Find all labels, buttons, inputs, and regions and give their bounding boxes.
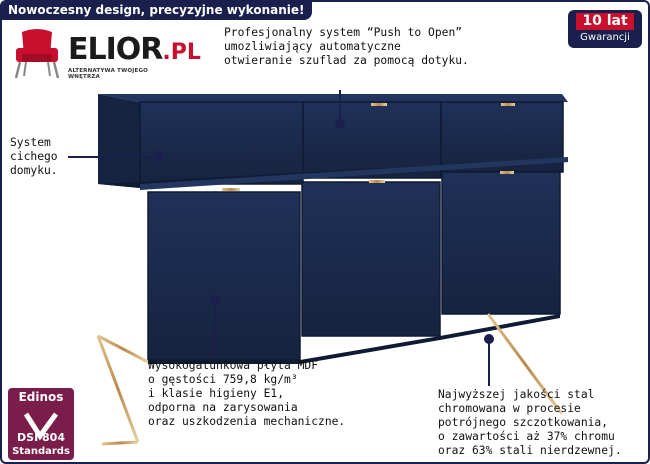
leader-line: [68, 156, 158, 158]
warranty-label: Gwarancji: [580, 32, 630, 43]
callout-silent-close: System cichego domyku.: [10, 136, 58, 177]
handle: [369, 180, 385, 183]
callout-mdf: Wysokogatunkowa płyta MDF o gęstości 759,8 kg/m³ i klasie higieny E1, odporna na zarysowania oraz uszkodzenia mechaniczne.: [148, 359, 346, 428]
handle: [501, 103, 515, 106]
warranty-years: 10 lat: [576, 13, 633, 30]
leader-line: [488, 340, 490, 386]
handle: [371, 103, 387, 106]
door-right: [442, 172, 560, 314]
door-left: [148, 192, 300, 360]
headline-banner: Nowoczesny design, precyzyjne wykonanie!: [2, 2, 312, 20]
edinos-code: DSI 804: [17, 431, 65, 444]
edinos-name: Edinos: [18, 390, 64, 404]
leader-line: [214, 302, 216, 358]
logo-brand: ELIOR: [68, 32, 163, 67]
callout-steel: Najwyższej jakości stal chromowana w procesie potrójnego szczotkowania, o zawartości aż 37% chromu oraz 63% stali nierdzewnej.: [438, 388, 622, 457]
logo-suffix: .PL: [162, 40, 201, 65]
drawer-left: [140, 102, 303, 184]
callout-push-to-open: Profesjonalny system “Push to Open” umozliwiający automatyczne otwieranie szuflad za pomocą dotyku.: [224, 26, 469, 67]
handle: [500, 171, 514, 174]
marker-dot: [484, 334, 494, 344]
logo-tagline: ALTERNATYWA TWOJEGO WNĘTRZA: [68, 68, 149, 80]
marker-dot: [335, 119, 345, 129]
edinos-standards: Standards: [12, 446, 70, 457]
handle: [222, 188, 240, 191]
edinos-certificate-badge: [8, 388, 74, 460]
marker-dot: [153, 151, 163, 161]
door-middle: [302, 182, 440, 336]
marker-dot: [210, 295, 220, 305]
